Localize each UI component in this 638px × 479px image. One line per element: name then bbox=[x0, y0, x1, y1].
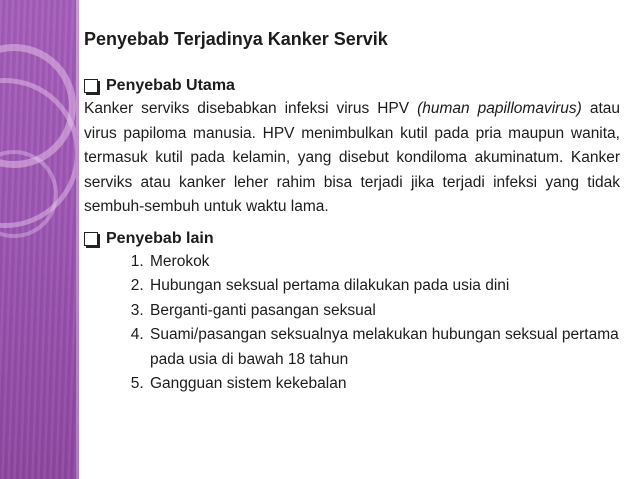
checkbox-bullet-icon bbox=[84, 232, 98, 246]
band-edge-divider bbox=[76, 0, 79, 479]
paragraph-text: atau virus papiloma manusia. HPV menimbulkan kutil pada pria maupun wanita, termasuk kutil pada kelamin, yang disebut kondiloma akuminatum. Kanker serviks atau kanker leher rahim bisa terjadi jika terjadi infeksi yang tidak sembuh-sembuh untuk waktu lama. bbox=[84, 100, 620, 215]
section-heading-other-causes bbox=[84, 228, 620, 250]
section-heading-main-cause bbox=[84, 75, 620, 97]
main-cause-paragraph bbox=[84, 97, 620, 220]
slide-content bbox=[84, 18, 620, 397]
slide-title: Penyebab Terjadinya Kanker Servik bbox=[84, 29, 388, 49]
list-item: 2. Hubungan seksual pertama dilakukan pada usia dini bbox=[148, 274, 620, 299]
decorative-side-band bbox=[0, 0, 76, 479]
paragraph-text: Kanker serviks disebabkan infeksi virus HPV bbox=[84, 100, 418, 117]
paragraph-italic-term: (human papillomavirus) bbox=[417, 100, 582, 117]
list-item: 1. Merokok bbox=[148, 250, 620, 275]
checkbox-bullet-icon bbox=[84, 79, 98, 93]
section-heading-label: Penyebab lain bbox=[106, 229, 214, 247]
section-heading-label: Penyebab Utama bbox=[106, 77, 235, 94]
other-causes-list bbox=[84, 250, 620, 397]
list-item: 4. Suami/pasangan seksualnya melakukan hubungan seksual pertama pada usia di bawah 18 tahun bbox=[148, 323, 620, 372]
list-item: 5. Gangguan sistem kekebalan bbox=[148, 372, 620, 397]
list-item: 3. Berganti-ganti pasangan seksual bbox=[148, 299, 620, 324]
